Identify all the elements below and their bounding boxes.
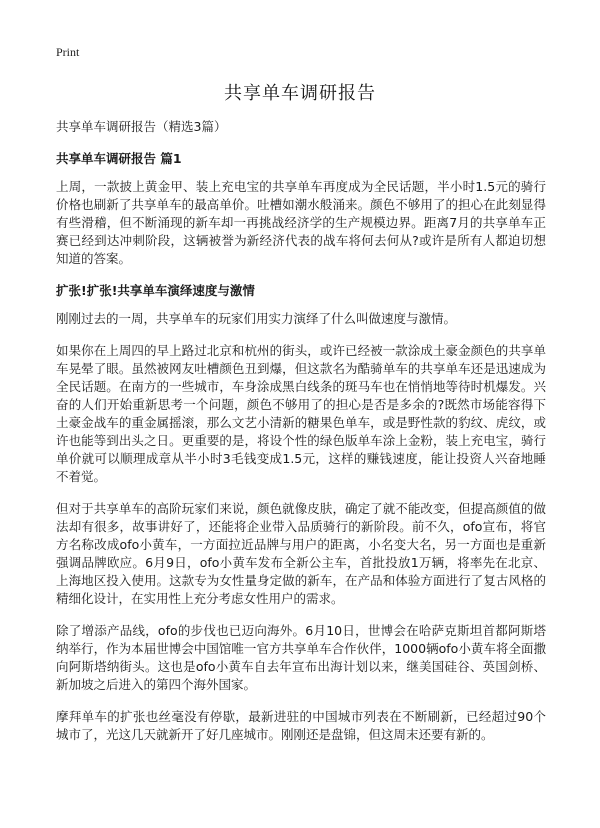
document-title: 共享单车调研报告 — [224, 83, 376, 104]
print-label: Print — [56, 45, 80, 59]
section-heading-1: 共享单车调研报告 篇1 — [56, 151, 182, 166]
paragraph-3: 如果你在上周四的早上路过北京和杭州的街头，或许已经被一款涂成土豪金颜色的共享单车晃晕了眼。虽然被网友吐槽颜色丑到爆，但这款名为酷骑单车的共享单车还是迅速成为全民话题。在南方的一些城市，车身涂成黑白线条的斑马车也在悄悄地等待时机爆发。兴奋的人们开始重新思考一个问题，颜色不够用了的担心是否是多余的?既然市场能容得下土豪金战车的重金属摇滚，那么文艺小清新的糖果色单车，或是野性款的豹纹、虎纹，或许也能等到出头之日。更重要的是，将设个性的绿色版单车涂上金粉，装上充电宝，骑行单价就可以顺理成章从半小时3毛钱变成1.5元，这样的赚钱速度，能让投资人兴奋地睡不着觉。 — [56, 343, 546, 484]
document-subtitle: 共享单车调研报告（精选3篇） — [56, 119, 227, 134]
paragraph-1: 上周，一款披上黄金甲、装上充电宝的共享单车再度成为全民话题，半小时1.5元的骑行价格也刷新了共享单车的最高单价。吐槽如潮水般涌来。颜色不够用了的担心在此刻显得有些滑稽，但不断涌现的新车却一再挑战经济学的生产规模边界。距离7月的共享单车正赛已经到达冲刺阶段，这辆被誉为新经济代表的战车将何去何从?或许是所有人都迫切想知道的答案。 — [56, 179, 546, 266]
paragraph-6: 摩拜单车的扩张也丝毫没有停歇，最新进驻的中国城市列表在不断刷新，已经超过90个城市了，光这几天就新开了好几座城市。刚刚还是盘锦，但这周末还要有新的。 — [56, 709, 546, 742]
section-heading-2: 扩张!扩张!共享单车演绎速度与激情 — [56, 283, 255, 298]
document-body — [56, 118, 546, 758]
paragraph-5: 除了增添产品线，ofo的步伐也已迈向海外。6月10日，世博会在哈萨克斯坦首都阿斯塔纳举行，作为本届世博会中国馆唯一官方共享单车合作伙伴，1000辆ofo小黄车将全面撒向阿斯塔纳街头。这也是ofo小黄车自去年宣布出海计划以来，继美国硅谷、英国剑桥、新加坡之后进入的第四个海外国家。 — [56, 623, 546, 692]
paragraph-2: 刚刚过去的一周，共享单车的玩家们用实力演绎了什么叫做速度与激情。 — [56, 311, 457, 326]
paragraph-4: 但对于共享单车的高阶玩家们来说，颜色就像皮肤，确定了就不能改变，但提高颜值的做法却有很多，故事讲好了，还能将企业带入品质骑行的新阶段。前不久，ofo宣布，将官方名称改成ofo小黄车，一方面拉近品牌与用户的距离，小名变大名，另一方面也是重新强调品牌欧应。6月9日，ofo小黄车发布全新公主车，首批投放1万辆，将率先在北京、上海地区投入使用。这款专为女性量身定做的新车，在产品和体验方面进行了复古风格的精细化设计，在实用性上充分考虑女性用户的需求。 — [56, 501, 546, 606]
